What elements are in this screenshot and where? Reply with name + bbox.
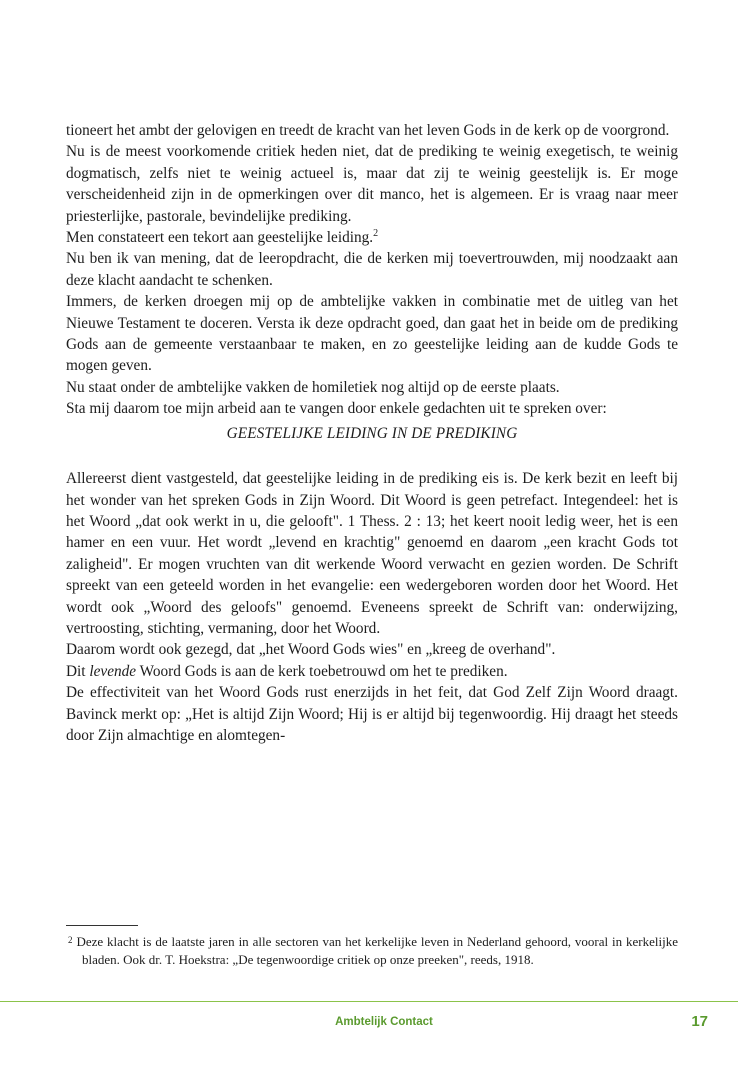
footnote-number: 2: [68, 935, 73, 945]
paragraph-3-text: Men constateert een tekort aan geestelijke leiding.: [66, 229, 374, 247]
footnote-text: Deze klacht is de laatste jaren in alle sectoren van het kerkelijke leven in Nederland gehoord, vooral in kerkelijke bladen. Ook dr. T. Hoekstra: „De tegenwoordige critiek op onze preeken", reeds, 1918.: [76, 934, 679, 967]
footnote-reference: 2: [373, 227, 379, 239]
paragraph-11: De effectiviteit van het Woord Gods rust enerzijds in het feit, dat God Zelf Zijn Woord draagt. Bavinck merkt op: „Het is altijd Zijn Woord; Hij is er altijd bij tegenwoordig. Hij draagt het steeds door Zijn almachtige en alomtegen-: [66, 684, 678, 744]
paragraph-7: Sta mij daarom toe mijn arbeid aan te vangen door enkele gedachten uit te spreken over:: [66, 400, 607, 418]
paragraph-5: Immers, de kerken droegen mij op de ambtelijke vakken in combinatie met de uitleg van het Nieuwe Testament te doceren. Versta ik deze opdracht goed, dan gaat het in beide om de prediking Gods aan de gemeente verstaanbaar te maken, en zo geestelijke leiding aan de kudde Gods te mogen geven.: [66, 293, 678, 375]
body-text: [66, 120, 678, 746]
paragraph-9: Daarom wordt ook gezegd, dat „het Woord Gods wies" en „kreeg de overhand".: [66, 641, 556, 659]
paragraph-1: tioneert het ambt der gelovigen en treedt de kracht van het leven Gods in de kerk op de voorgrond.: [66, 122, 670, 139]
paragraph-2: Nu is de meest voorkomende critiek heden niet, dat de prediking te weinig exegetisch, te weinig dogmatisch, zelfs niet te weinig actueel is, maar dat zij te weinig geestelijk is. Er moge verscheidenheid zijn in de opmerkingen over dit manco, het is algemeen. Er is vraag naar meer priesterlijke, pastorale, bevindelijke prediking.: [66, 143, 678, 225]
footnote: [66, 931, 678, 969]
paragraph-10-before: Dit: [66, 662, 90, 680]
paragraph-4: Nu ben ik van mening, dat de leeropdracht, die de kerken mij toevertrouwden, mij noodzaakt aan deze klacht aandacht te schenken.: [66, 250, 678, 289]
page-number: 17: [691, 1013, 708, 1030]
footer-publication-title: Ambtelijk Contact: [335, 1016, 433, 1028]
section-heading: GEESTELIJKE LEIDING IN DE PREDIKING: [226, 424, 518, 442]
paragraph-3: [66, 227, 678, 248]
paragraph-10-after: Woord Gods is aan de kerk toebetrouwd om het te prediken.: [136, 662, 508, 680]
paragraph-6: Nu staat onder de ambtelijke vakken de homiletiek nog altijd op de eerste plaats.: [66, 378, 560, 396]
footnote-divider: [66, 925, 138, 926]
paragraph-8: Allereerst dient vastgesteld, dat geestelijke leiding in de prediking eis is. De kerk bezit en leeft bij het wonder van het spreken Gods in Zijn Woord. Dit Woord is geen petrefact. Integendeel: het is het Woord „dat ook werkt in u, die gelooft". 1 Thess. 2 : 13; het keert nooit ledig weer, het is een hamer en een vuur. Het wordt „levend en krachtig" genoemd en daarom „een kracht Gods tot zaligheid". Er mogen vruchten van dit werkende Woord verwacht en gezien worden. De Schrift spreekt van een geteeld worden in het evangelie: een wedergeboren worden door het Woord. Het wordt ook „Woord des geloofs" genoemd. Eveneens spreekt de Schrift van: onderwijzing, vertroosting, stichting, vermaning, door het Woord.: [66, 470, 678, 637]
footer-divider: [0, 1001, 738, 1002]
paragraph-10-emphasis: levende: [89, 662, 137, 680]
paragraph-10: [66, 661, 678, 682]
